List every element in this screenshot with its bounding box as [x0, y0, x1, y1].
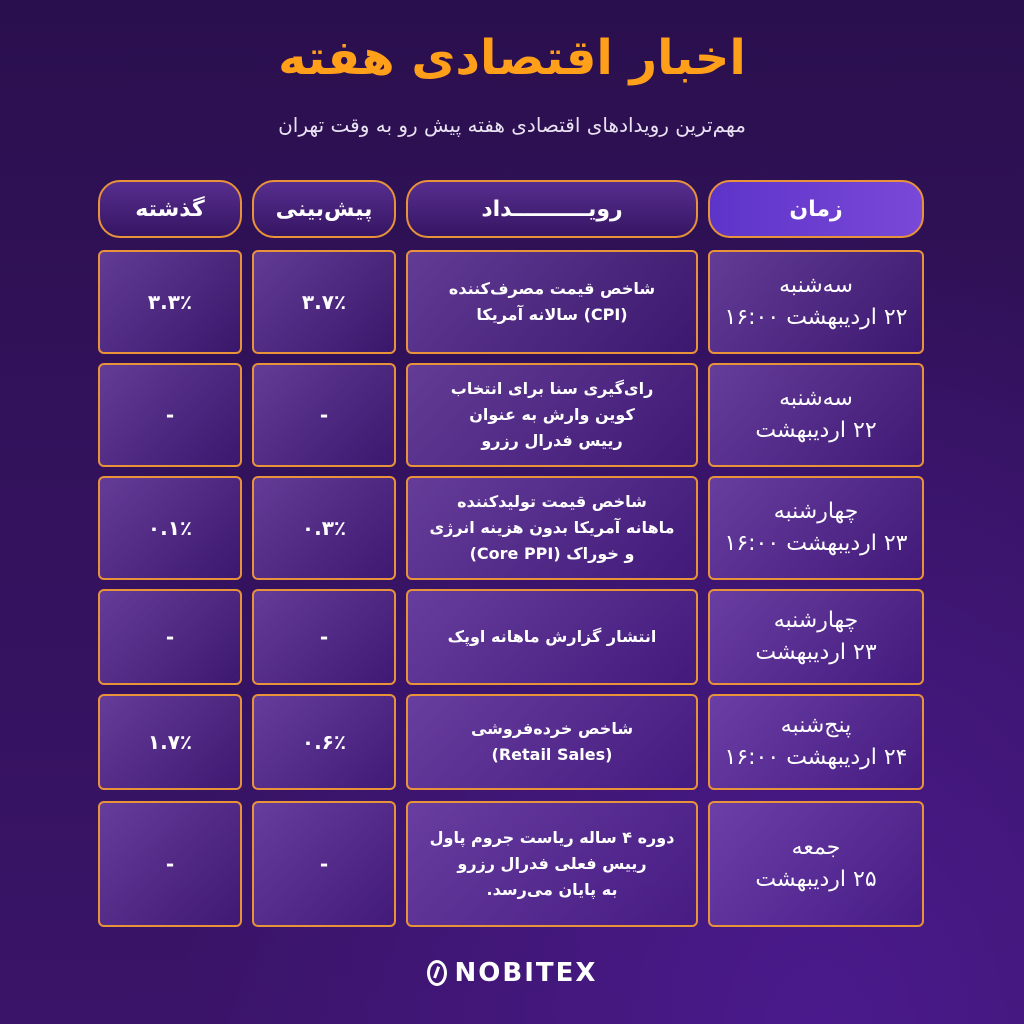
time-date: ۲۲ اردیبهشت	[755, 418, 877, 443]
time-day: چهارشنبه	[773, 608, 859, 633]
event-line: رییس فدرال رزرو	[481, 431, 623, 450]
previous-cell: -	[98, 363, 242, 467]
header-forecast: پیش‌بینی	[252, 180, 396, 238]
event-cell	[406, 694, 698, 790]
event-line: شاخص قیمت تولیدکننده	[457, 492, 647, 511]
time-cell	[708, 694, 924, 790]
page-subtitle: مهم‌ترین رویدادهای اقتصادی هفته پیش رو به وقت تهران	[278, 113, 746, 137]
forecast-cell: -	[252, 363, 396, 467]
brand-footer	[0, 958, 1024, 988]
forecast-cell: ۰.۳٪	[252, 476, 396, 580]
time-cell	[708, 250, 924, 354]
event-cell	[406, 589, 698, 685]
time-day: پنج‌شنبه	[780, 713, 852, 738]
header-previous: گذشته	[98, 180, 242, 238]
event-cell	[406, 801, 698, 927]
nobitex-logo-icon	[427, 960, 447, 986]
time-day: چهارشنبه	[773, 499, 859, 524]
event-line: دوره ۴ ساله ریاست جروم پاول	[429, 828, 675, 847]
previous-cell: ۱.۷٪	[98, 694, 242, 790]
event-line: (Retail Sales)	[491, 745, 613, 764]
event-line: (CPI) سالانه آمریکا	[476, 305, 628, 324]
previous-cell: ۳.۳٪	[98, 250, 242, 354]
forecast-cell: ۰.۶٪	[252, 694, 396, 790]
page-title: اخبار اقتصادی هفته	[278, 30, 746, 86]
event-line: کوین وارش به عنوان	[469, 405, 635, 424]
event-line: شاخص خرده‌فروشی	[470, 719, 634, 738]
time-date: ۲۵ اردیبهشت	[755, 867, 877, 892]
event-line: ماهانه آمریکا بدون هزینه انرژی	[429, 518, 675, 537]
time-date: ۲۳ اردیبهشت ۱۶:۰۰	[724, 531, 908, 556]
event-line: و خوراک (Core PPI)	[469, 544, 635, 563]
event-cell	[406, 363, 698, 467]
previous-cell: ۰.۱٪	[98, 476, 242, 580]
event-cell	[406, 250, 698, 354]
time-cell	[708, 363, 924, 467]
event-line: رای‌گیری سنا برای انتخاب	[450, 379, 654, 398]
previous-cell: -	[98, 589, 242, 685]
forecast-cell: -	[252, 589, 396, 685]
event-cell	[406, 476, 698, 580]
header-event: رویــــــــــداد	[406, 180, 698, 238]
time-day: سه‌شنبه	[779, 273, 853, 298]
time-date: ۲۴ اردیبهشت ۱۶:۰۰	[724, 745, 908, 770]
time-cell	[708, 589, 924, 685]
previous-cell: -	[98, 801, 242, 927]
time-cell	[708, 801, 924, 927]
time-date: ۲۲ اردیبهشت ۱۶:۰۰	[724, 305, 908, 330]
time-day: جمعه	[791, 835, 841, 860]
time-cell	[708, 476, 924, 580]
event-line: به پایان می‌رسد.	[486, 880, 618, 899]
event-line: شاخص قیمت مصرف‌کننده	[448, 279, 656, 298]
brand-name: NOBITEX	[454, 958, 598, 988]
time-date: ۲۳ اردیبهشت	[755, 640, 877, 665]
time-day: سه‌شنبه	[779, 386, 853, 411]
event-line: رییس فعلی فدرال رزرو	[457, 854, 647, 873]
forecast-cell: ۳.۷٪	[252, 250, 396, 354]
event-line: انتشار گزارش ماهانه اوپک	[447, 627, 657, 646]
header-time: زمان	[708, 180, 924, 238]
forecast-cell: -	[252, 801, 396, 927]
